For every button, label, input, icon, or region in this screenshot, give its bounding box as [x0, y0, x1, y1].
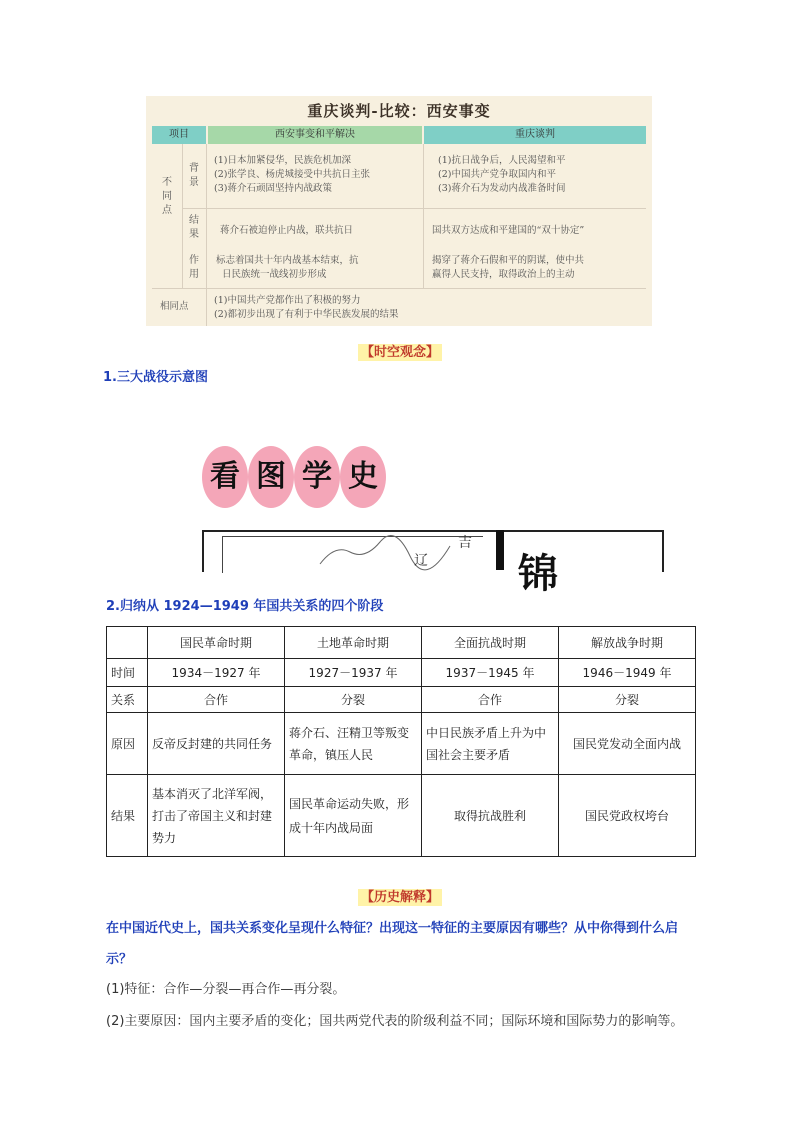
column-header: 解放战争时期: [559, 627, 696, 659]
table-cell: 国民党政权垮台: [559, 775, 696, 857]
cq-effect-2: 赢得人民支持，取得政治上的主动: [432, 269, 575, 280]
table-cell: 1927－1937 年: [285, 659, 422, 687]
section-tag-time-space: [0, 341, 800, 360]
map-legend-bar: [496, 530, 504, 570]
table-cell: 反帝反封建的共同任务: [148, 713, 285, 775]
section-tag-text: 【时空观念】: [358, 344, 442, 361]
answer-feature: (1)特征：合作—分裂—再合作—再分裂。: [106, 982, 346, 997]
same-1: (1)中国共产党都作出了积极的努力: [214, 295, 361, 306]
answer-reasons: (2)主要原因：国内主要矛盾的变化；国共两党代表的阶级利益不同；国际环境和国际势力的影响等。: [106, 1014, 684, 1029]
cq-background-2: (2)中国共产党争取国内和平: [438, 169, 556, 180]
table-cell: 合作: [148, 687, 285, 713]
xian-background-1: (1)日本加紧侵华，民族危机加深: [214, 155, 351, 166]
row-label: 时间: [107, 659, 148, 687]
comparison-header-chongqing: 重庆谈判: [424, 126, 646, 144]
question-line-1: 在中国近代史上，国共关系变化呈现什么特征？出现这一特征的主要原因有哪些？从中你得到什么启: [106, 921, 679, 936]
map-title-fragment: 锦: [518, 551, 578, 597]
relations-table: [106, 626, 696, 857]
row-label: 关系: [107, 687, 148, 713]
table-cell: 国民革命运动失败，形成十年内战局面: [285, 775, 422, 857]
comparison-header-item: 项目: [152, 126, 206, 144]
section-tag-text: 【历史解释】: [358, 889, 442, 906]
table-cell: 合作: [422, 687, 559, 713]
heading-four-stages: 2.归纳从 1924—1949 年国共关系的四个阶段: [106, 599, 384, 614]
column-header: 国民革命时期: [148, 627, 285, 659]
xian-effect-2: 日民族统一战线初步形成: [222, 269, 327, 280]
table-cell: 1946－1949 年: [559, 659, 696, 687]
divider: [182, 144, 183, 288]
same-2: (2)都初步出现了有利于中华民族发展的结果: [214, 309, 399, 320]
bubble: 史: [340, 446, 386, 508]
table-cell: 1937－1945 年: [422, 659, 559, 687]
comparison-title: 重庆谈判-比较：西安事变: [307, 102, 491, 120]
table-cell: 分裂: [285, 687, 422, 713]
bubble: 看: [202, 446, 248, 508]
table-cell: 中日民族矛盾上升为中国社会主要矛盾: [422, 713, 559, 775]
table-cell: 1934－1927 年: [148, 659, 285, 687]
map-label: 吉: [458, 535, 472, 551]
bubble: 图: [248, 446, 294, 508]
cq-result: 国共双方达成和平建国的“双十协定”: [432, 225, 585, 236]
divider: [206, 144, 207, 326]
row-label-background: 背景: [189, 163, 199, 188]
table-cell: 基本消灭了北洋军阀，打击了帝国主义和封建势力: [148, 775, 285, 857]
cq-background-1: (1)抗日战争后，人民渴望和平: [438, 155, 566, 166]
group-label-different: 不同点: [162, 177, 172, 216]
table-cell: 蒋介石、汪精卫等叛变革命，镇压人民: [285, 713, 422, 775]
cq-background-3: (3)蒋介石为发动内战准备时间: [438, 183, 566, 194]
row-label: 结果: [107, 775, 148, 857]
comparison-header-xian: 西安事变和平解决: [208, 126, 422, 144]
xian-background-3: (3)蒋介石顽固坚持内战政策: [214, 183, 332, 194]
comparison-image: [146, 96, 652, 326]
divider: [152, 288, 646, 289]
xian-background-2: (2)张学良、杨虎城接受中共抗日主张: [214, 169, 370, 180]
map-coastline: [310, 534, 460, 566]
heading-three-battles: 1.三大战役示意图: [103, 370, 208, 385]
divider: [423, 144, 424, 288]
column-header: 土地革命时期: [285, 627, 422, 659]
column-header: 全面抗战时期: [422, 627, 559, 659]
row-label: 原因: [107, 713, 148, 775]
bubble: 学: [294, 446, 340, 508]
xian-result: 蒋介石被迫停止内战，联共抗日: [220, 225, 354, 236]
same-label: 相同点: [160, 301, 189, 312]
section-tag-history-interpretation: [0, 886, 800, 905]
row-label-effect: 作用: [189, 255, 199, 280]
table-cell: 取得抗战胜利: [422, 775, 559, 857]
table-corner: [107, 627, 148, 659]
map-image: [200, 442, 662, 597]
table-cell: 分裂: [559, 687, 696, 713]
cq-effect-1: 揭穿了蒋介石假和平的阴谋，使中共: [432, 255, 585, 266]
row-label-result: 结果: [189, 215, 199, 240]
map-label: 辽: [414, 553, 428, 569]
xian-effect-1: 标志着国共十年内战基本结束，抗: [216, 255, 359, 266]
question-line-2: 示？: [106, 952, 133, 967]
table-cell: 国民党发动全面内战: [559, 713, 696, 775]
divider: [182, 208, 646, 209]
